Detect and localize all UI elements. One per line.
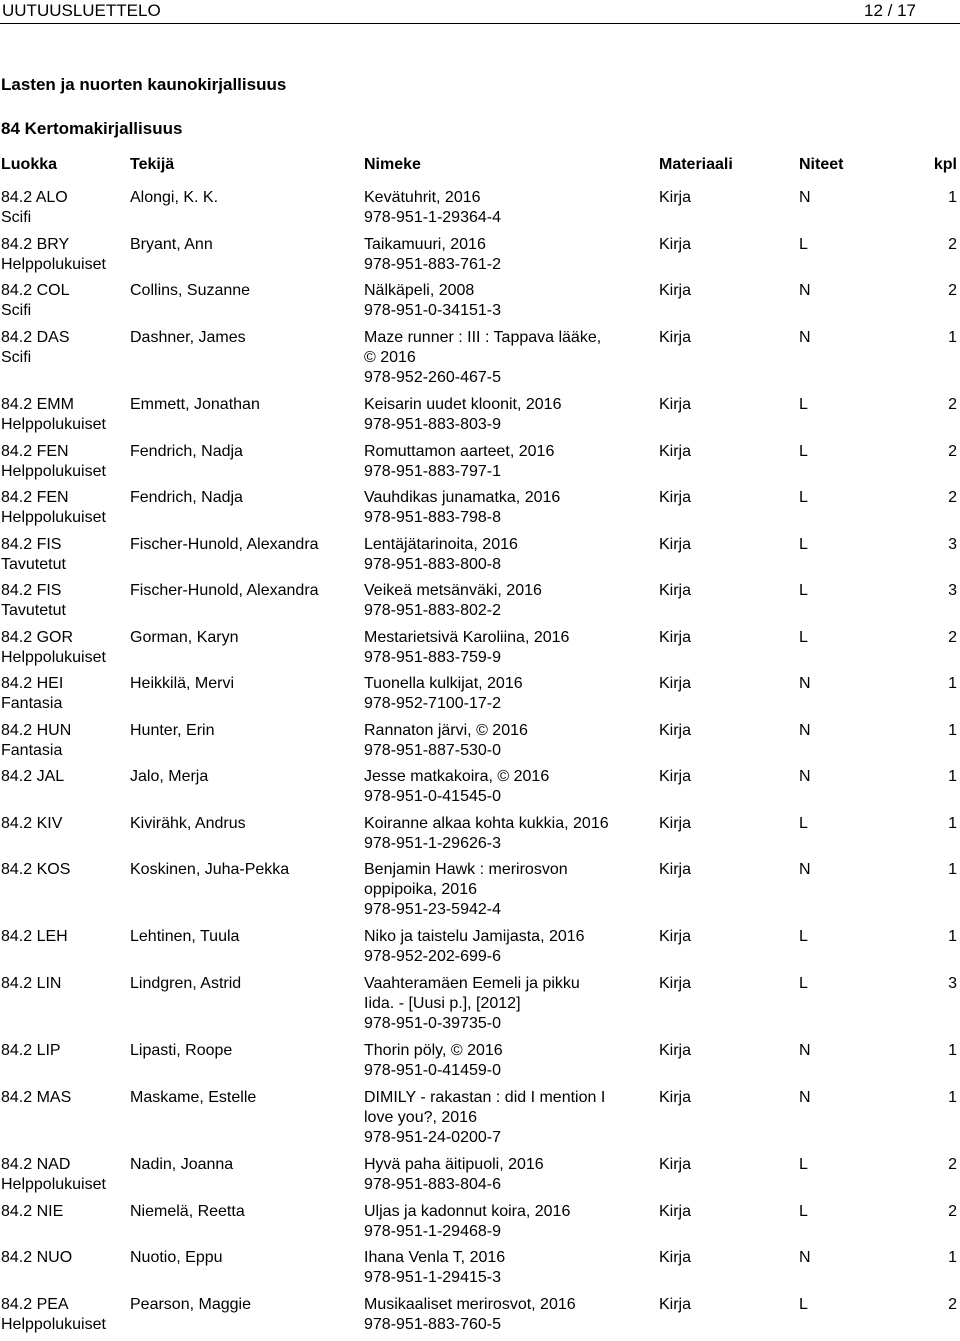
kpl-cell: 2 xyxy=(948,236,957,253)
kpl-cell: 2 xyxy=(948,1296,957,1313)
title-line: Hyvä paha äitipuoli, 2016 xyxy=(364,1156,544,1173)
material-cell: Kirja xyxy=(659,1296,692,1313)
class-code: 84.2 FIS xyxy=(1,536,62,553)
title-line: Thorin pöly, © 2016 xyxy=(364,1042,503,1059)
title-cell xyxy=(364,235,614,275)
kpl-cell: 1 xyxy=(948,722,957,739)
niteet-cell: N xyxy=(799,861,811,878)
author-cell: Bryant, Ann xyxy=(130,236,213,253)
subsection-title: 84 Kertomakirjallisuus xyxy=(1,119,183,138)
class-code: 84.2 NUO xyxy=(1,1249,73,1266)
genre-label: Helppolukuiset xyxy=(1,509,106,526)
title-line: © 2016 xyxy=(364,349,416,366)
isbn: 978-951-883-804-6 xyxy=(364,1176,501,1193)
class-code: 84.2 FEN xyxy=(1,489,69,506)
class-code: 84.2 COL xyxy=(1,282,70,299)
luokka-cell xyxy=(1,535,66,575)
isbn: 978-951-883-760-5 xyxy=(364,1316,501,1333)
niteet-cell: L xyxy=(799,396,808,413)
genre-label: Scifi xyxy=(1,302,32,319)
material-cell: Kirja xyxy=(659,489,692,506)
genre-label: Helppolukuiset xyxy=(1,416,106,433)
author-cell: Jalo, Merja xyxy=(130,768,209,785)
table-row xyxy=(0,235,960,281)
niteet-cell: N xyxy=(799,675,811,692)
title-line: love you?, 2016 xyxy=(364,1109,477,1126)
niteet-cell: L xyxy=(799,443,808,460)
niteet-cell: L xyxy=(799,815,808,832)
material-cell: Kirja xyxy=(659,396,692,413)
luokka-cell xyxy=(1,860,70,880)
author-cell: Fendrich, Nadja xyxy=(130,443,243,460)
isbn: 978-951-1-29468-9 xyxy=(364,1223,501,1240)
niteet-cell: N xyxy=(799,1042,811,1059)
class-code: 84.2 FIS xyxy=(1,582,62,599)
title-line: Lentäjätarinoita, 2016 xyxy=(364,536,518,553)
genre-label: Fantasia xyxy=(1,695,63,712)
title-line: Nälkäpeli, 2008 xyxy=(364,282,475,299)
class-code: 84.2 GOR xyxy=(1,629,74,646)
niteet-cell: L xyxy=(799,489,808,506)
isbn: 978-952-202-699-6 xyxy=(364,948,501,965)
kpl-cell: 1 xyxy=(948,928,957,945)
luokka-cell xyxy=(1,488,106,528)
kpl-cell: 1 xyxy=(948,675,957,692)
isbn: 978-951-887-530-0 xyxy=(364,742,501,759)
table-row xyxy=(0,927,960,974)
genre-label: Helppolukuiset xyxy=(1,1176,106,1193)
material-cell: Kirja xyxy=(659,189,692,206)
niteet-cell: N xyxy=(799,1249,811,1266)
kpl-cell: 1 xyxy=(948,1249,957,1266)
col-kpl: kpl xyxy=(933,156,957,173)
luokka-cell xyxy=(1,281,69,321)
isbn: 978-951-23-5942-4 xyxy=(364,901,501,918)
title-line: Kevätuhrit, 2016 xyxy=(364,189,481,206)
class-code: 84.2 LIN xyxy=(1,975,62,992)
title-line: Tuonella kulkijat, 2016 xyxy=(364,675,523,692)
genre-label: Fantasia xyxy=(1,742,63,759)
col-materiaali: Materiaali xyxy=(659,156,733,173)
title-cell xyxy=(364,1041,614,1081)
kpl-cell: 2 xyxy=(948,396,957,413)
title-line: Veikeä metsänväki, 2016 xyxy=(364,582,542,599)
material-cell: Kirja xyxy=(659,443,692,460)
title-cell xyxy=(364,488,614,528)
material-cell: Kirja xyxy=(659,1203,692,1220)
genre-label: Scifi xyxy=(1,349,32,366)
isbn: 978-951-883-800-8 xyxy=(364,556,501,573)
class-code: 84.2 KIV xyxy=(1,815,63,832)
title-line: oppipoika, 2016 xyxy=(364,881,477,898)
col-tekija: Tekijä xyxy=(130,156,175,173)
author-cell: Kivirähk, Andrus xyxy=(130,815,246,832)
luokka-cell xyxy=(1,1155,106,1195)
table-row xyxy=(0,1248,960,1295)
luokka-cell xyxy=(1,1202,63,1222)
title-cell xyxy=(364,974,614,1034)
kpl-cell: 2 xyxy=(948,629,957,646)
table-row xyxy=(0,328,960,395)
title-line: Mestarietsivä Karoliina, 2016 xyxy=(364,629,570,646)
material-cell: Kirja xyxy=(659,582,692,599)
isbn: 978-951-0-41459-0 xyxy=(364,1062,501,1079)
table-row xyxy=(0,674,960,721)
isbn: 978-951-883-761-2 xyxy=(364,256,501,273)
table-row xyxy=(0,860,960,927)
genre-label: Tavutetut xyxy=(1,602,66,619)
table-row xyxy=(0,1202,960,1248)
kpl-cell: 1 xyxy=(948,1042,957,1059)
luokka-cell xyxy=(1,1088,71,1108)
page-number: 12 / 17 xyxy=(864,1,916,20)
author-cell: Emmett, Jonathan xyxy=(130,396,260,413)
niteet-cell: L xyxy=(799,236,808,253)
title-line: Iida. - [Uusi p.], [2012] xyxy=(364,995,521,1012)
class-code: 84.2 LIP xyxy=(1,1042,61,1059)
niteet-cell: N xyxy=(799,768,811,785)
class-code: 84.2 PEA xyxy=(1,1296,69,1313)
material-cell: Kirja xyxy=(659,675,692,692)
title-cell xyxy=(364,674,614,714)
title-cell xyxy=(364,721,614,761)
title-cell xyxy=(364,628,614,668)
section-title: Lasten ja nuorten kaunokirjallisuus xyxy=(1,75,287,94)
material-cell: Kirja xyxy=(659,329,692,346)
niteet-cell: L xyxy=(799,975,808,992)
isbn: 978-951-0-41545-0 xyxy=(364,788,501,805)
luokka-cell xyxy=(1,721,71,761)
class-code: 84.2 NIE xyxy=(1,1203,64,1220)
table-row xyxy=(0,1041,960,1088)
class-code: 84.2 HEI xyxy=(1,675,64,692)
isbn: 978-952-260-467-5 xyxy=(364,369,501,386)
title-line: Vaahteramäen Eemeli ja pikku xyxy=(364,975,580,992)
title-line: Keisarin uudet kloonit, 2016 xyxy=(364,396,562,413)
title-line: Ihana Venla T, 2016 xyxy=(364,1249,506,1266)
author-cell: Collins, Suzanne xyxy=(130,282,251,299)
isbn: 978-951-24-0200-7 xyxy=(364,1129,501,1146)
title-cell xyxy=(364,1088,614,1148)
title-cell xyxy=(364,188,614,228)
isbn: 978-951-1-29415-3 xyxy=(364,1269,501,1286)
author-cell: Dashner, James xyxy=(130,329,246,346)
kpl-cell: 2 xyxy=(948,1203,957,1220)
title-cell xyxy=(364,1295,614,1335)
col-nimeke: Nimeke xyxy=(364,156,421,173)
title-cell xyxy=(364,860,614,920)
kpl-cell: 1 xyxy=(948,189,957,206)
luokka-cell xyxy=(1,581,66,621)
luokka-cell xyxy=(1,814,62,834)
luokka-cell xyxy=(1,188,68,228)
kpl-cell: 3 xyxy=(948,582,957,599)
niteet-cell: L xyxy=(799,928,808,945)
class-code: 84.2 BRY xyxy=(1,236,70,253)
class-code: 84.2 DAS xyxy=(1,329,70,346)
class-code: 84.2 HUN xyxy=(1,722,72,739)
title-line: Uljas ja kadonnut koira, 2016 xyxy=(364,1203,571,1220)
col-luokka: Luokka xyxy=(1,156,58,173)
isbn: 978-951-1-29364-4 xyxy=(364,209,501,226)
luokka-cell xyxy=(1,395,106,435)
table-row xyxy=(0,395,960,442)
author-cell: Maskame, Estelle xyxy=(130,1089,257,1106)
genre-label: Helppolukuiset xyxy=(1,256,106,273)
material-cell: Kirja xyxy=(659,815,692,832)
kpl-cell: 2 xyxy=(948,489,957,506)
material-cell: Kirja xyxy=(659,1249,692,1266)
col-niteet: Niteet xyxy=(799,156,844,173)
niteet-cell: N xyxy=(799,189,811,206)
kpl-cell: 2 xyxy=(948,1156,957,1173)
title-line: Koiranne alkaa kohta kukkia, 2016 xyxy=(364,815,609,832)
kpl-cell: 1 xyxy=(948,815,957,832)
isbn: 978-951-883-797-1 xyxy=(364,463,501,480)
genre-label: Scifi xyxy=(1,209,32,226)
isbn: 978-951-883-759-9 xyxy=(364,649,501,666)
table-row xyxy=(0,488,960,535)
title-cell xyxy=(364,814,614,854)
niteet-cell: L xyxy=(799,1296,808,1313)
material-cell: Kirja xyxy=(659,1156,692,1173)
niteet-cell: L xyxy=(799,1203,808,1220)
luokka-cell xyxy=(1,628,106,668)
author-cell: Gorman, Karyn xyxy=(130,629,239,646)
luokka-cell xyxy=(1,1041,61,1061)
title-cell xyxy=(364,1202,614,1242)
class-code: 84.2 FEN xyxy=(1,443,69,460)
author-cell: Alongi, K. K. xyxy=(130,189,219,206)
table-row xyxy=(0,1088,960,1155)
table-row xyxy=(0,442,960,488)
author-cell: Pearson, Maggie xyxy=(130,1296,251,1313)
class-code: 84.2 EMM xyxy=(1,396,74,413)
title-cell xyxy=(364,581,614,621)
title-cell xyxy=(364,395,614,435)
genre-label: Helppolukuiset xyxy=(1,463,106,480)
author-cell: Lehtinen, Tuula xyxy=(130,928,240,945)
luokka-cell xyxy=(1,974,61,994)
title-cell xyxy=(364,442,614,482)
luokka-cell xyxy=(1,927,68,947)
author-cell: Nuotio, Eppu xyxy=(130,1249,223,1266)
genre-label: Helppolukuiset xyxy=(1,649,106,666)
material-cell: Kirja xyxy=(659,1042,692,1059)
title-line: Musikaaliset merirosvot, 2016 xyxy=(364,1296,576,1313)
kpl-cell: 2 xyxy=(948,282,957,299)
table-row xyxy=(0,767,960,814)
title-line: Romuttamon aarteet, 2016 xyxy=(364,443,555,460)
table-row xyxy=(0,628,960,674)
title-line: DIMILY - rakastan : did I mention I xyxy=(364,1089,606,1106)
material-cell: Kirja xyxy=(659,768,692,785)
niteet-cell: N xyxy=(799,329,811,346)
table-row xyxy=(0,281,960,328)
luokka-cell xyxy=(1,1295,106,1335)
class-code: 84.2 MAS xyxy=(1,1089,72,1106)
isbn: 978-951-883-798-8 xyxy=(364,509,501,526)
kpl-cell: 3 xyxy=(948,536,957,553)
author-cell: Fischer-Hunold, Alexandra xyxy=(130,582,319,599)
author-cell: Niemelä, Reetta xyxy=(130,1203,245,1220)
isbn: 978-951-883-803-9 xyxy=(364,416,501,433)
table-row xyxy=(0,1155,960,1202)
title-line: Jesse matkakoira, © 2016 xyxy=(364,768,550,785)
material-cell: Kirja xyxy=(659,928,692,945)
kpl-cell: 1 xyxy=(948,329,957,346)
author-cell: Hunter, Erin xyxy=(130,722,215,739)
title-cell xyxy=(364,1248,614,1288)
title-line: Niko ja taistelu Jamijasta, 2016 xyxy=(364,928,585,945)
kpl-cell: 2 xyxy=(948,443,957,460)
table-header xyxy=(0,155,960,175)
luokka-cell xyxy=(1,328,69,368)
title-cell xyxy=(364,535,614,575)
table-row xyxy=(0,581,960,628)
author-cell: Lindgren, Astrid xyxy=(130,975,242,992)
luokka-cell xyxy=(1,442,106,482)
kpl-cell: 1 xyxy=(948,861,957,878)
material-cell: Kirja xyxy=(659,1089,692,1106)
material-cell: Kirja xyxy=(659,861,692,878)
luokka-cell xyxy=(1,1248,72,1268)
title-cell xyxy=(364,281,614,321)
class-code: 84.2 LEH xyxy=(1,928,68,945)
author-cell: Koskinen, Juha-Pekka xyxy=(130,861,290,878)
title-line: Benjamin Hawk : merirosvon xyxy=(364,861,568,878)
table-row xyxy=(0,188,960,235)
class-code: 84.2 NAD xyxy=(1,1156,71,1173)
isbn: 978-951-0-34151-3 xyxy=(364,302,501,319)
niteet-cell: N xyxy=(799,1089,811,1106)
title-line: Vauhdikas junamatka, 2016 xyxy=(364,489,561,506)
table-row xyxy=(0,1295,960,1341)
table-row xyxy=(0,814,960,860)
class-code: 84.2 KOS xyxy=(1,861,71,878)
isbn: 978-951-0-39735-0 xyxy=(364,1015,501,1032)
material-cell: Kirja xyxy=(659,629,692,646)
material-cell: Kirja xyxy=(659,536,692,553)
niteet-cell: L xyxy=(799,629,808,646)
isbn: 978-951-1-29626-3 xyxy=(364,835,501,852)
title-cell xyxy=(364,927,614,967)
title-line: Rannaton järvi, © 2016 xyxy=(364,722,528,739)
luokka-cell xyxy=(1,767,64,787)
kpl-cell: 1 xyxy=(948,1089,957,1106)
niteet-cell: L xyxy=(799,1156,808,1173)
author-cell: Fendrich, Nadja xyxy=(130,489,243,506)
page-header xyxy=(0,0,960,24)
isbn: 978-952-7100-17-2 xyxy=(364,695,501,712)
author-cell: Heikkilä, Mervi xyxy=(130,675,235,692)
title-line: Maze runner : III : Tappava lääke, xyxy=(364,329,602,346)
material-cell: Kirja xyxy=(659,722,692,739)
genre-label: Tavutetut xyxy=(1,556,66,573)
class-code: 84.2 ALO xyxy=(1,189,68,206)
author-cell: Nadin, Joanna xyxy=(130,1156,234,1173)
class-code: 84.2 JAL xyxy=(1,768,65,785)
niteet-cell: L xyxy=(799,582,808,599)
material-cell: Kirja xyxy=(659,236,692,253)
author-cell: Lipasti, Roope xyxy=(130,1042,233,1059)
genre-label: Helppolukuiset xyxy=(1,1316,106,1333)
niteet-cell: N xyxy=(799,722,811,739)
table-row xyxy=(0,974,960,1041)
material-cell: Kirja xyxy=(659,282,692,299)
catalog-table xyxy=(0,188,960,1341)
material-cell: Kirja xyxy=(659,975,692,992)
isbn: 978-951-883-802-2 xyxy=(364,602,501,619)
niteet-cell: N xyxy=(799,282,811,299)
kpl-cell: 3 xyxy=(948,975,957,992)
niteet-cell: L xyxy=(799,536,808,553)
title-line: Taikamuuri, 2016 xyxy=(364,236,486,253)
luokka-cell xyxy=(1,674,63,714)
kpl-cell: 1 xyxy=(948,768,957,785)
author-cell: Fischer-Hunold, Alexandra xyxy=(130,536,319,553)
luokka-cell xyxy=(1,235,106,275)
catalog-title: UUTUUSLUETTELO xyxy=(2,1,161,20)
table-row xyxy=(0,721,960,767)
title-cell xyxy=(364,328,614,388)
title-cell xyxy=(364,767,614,807)
table-row xyxy=(0,535,960,581)
title-cell xyxy=(364,1155,614,1195)
